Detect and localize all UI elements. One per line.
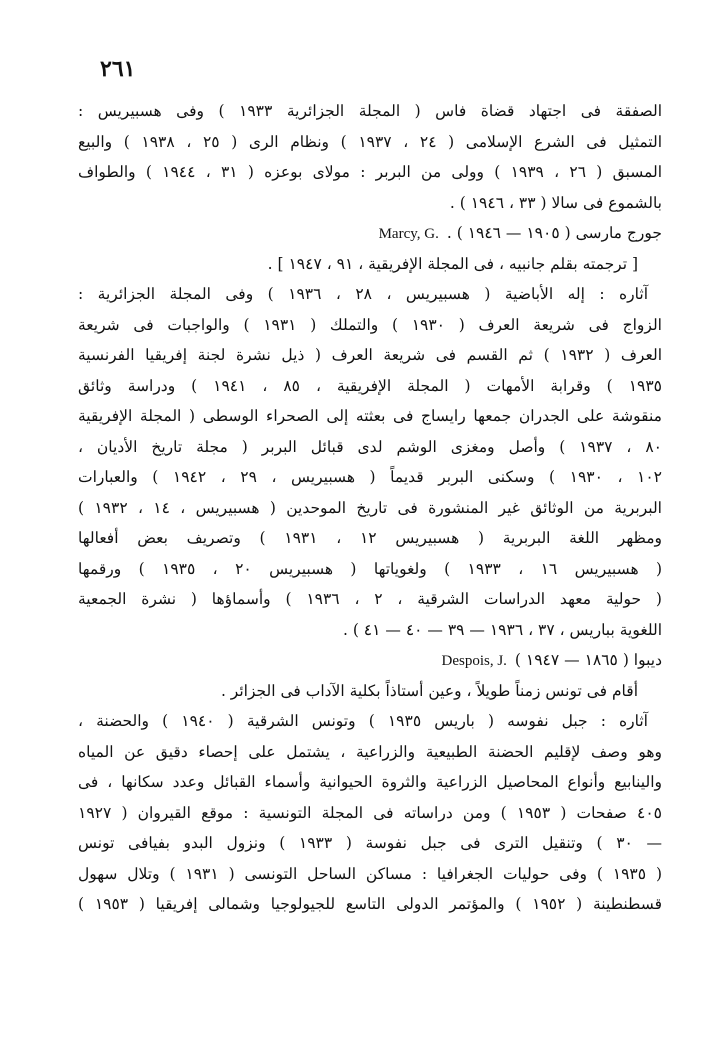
text-line: الصفقة فى اجتهاد قضاة فاس ( المجلة الجزائرية ١٩٣٣ ) وفى هسبيريس : [78,102,662,120]
entry-name-arabic: جورج مارسى ( ١٩٠٥ — ١٩٤٦ ) . [446,224,662,242]
text-line: وهو وصف لإقليم الحضنة الطبيعية والزراعية ، يشتمل على إحصاء دقيق عن المياه [78,742,662,761]
entry-bio: أقام فى تونس زمناً طويلاً ، وعين أستاذاً بكلية الآداب فى الجزائر . [220,681,638,700]
text-line: بالشموع فى سالا ( ٣٣ ، ١٩٤٦ ) . [449,193,662,212]
entry-heading-despois [78,645,662,676]
text-line: اللغوية بباريس ، ٣٧ ، ١٩٣٦ — ٣٩ — ٤٠ — ٤١ ) . [342,620,662,639]
text-line: قسطنطينة ( ١٩٥٢ ) والمؤتمر الدولى التاسع للجيولوجيا وشمالى إفريقيا ( ١٩٥٣ ) [78,895,662,913]
text-line: ٨٠ ، ١٩٣٧ ) وأصل ومغزى الوشم لدى قبائل البربر ( مجلة تاريخ الأديان ، [78,437,662,456]
text-line: والينابيع وأنواع المحاصيل الزراعية والثروة الحيوانية وأسماء القبائل وعدد سكانها ، فى [78,773,662,791]
page-body [78,96,662,920]
text-line: المسبق ( ٢٦ ، ١٩٣٩ ) وولى من البربر : مولاى بوعزه ( ٣١ ، ١٩٤٤ ) والطواف [78,163,662,181]
entry-name-latin: Despois, J. [441,653,507,669]
entry-bio: [ ترجمته بقلم جانبيه ، فى المجلة الإفريقية ، ٩١ ، ١٩٤٧ ] . [267,254,638,273]
entry-name-arabic: ديبوا ( ١٨٦٥ — ١٩٤٧ ) [514,651,662,669]
text-line: ومظهر اللغة البربرية ( هسبيريس ١٢ ، ١٩٣١ ) وتصريف بعض أفعالها [78,529,662,547]
text-line: — ٣٠ ) وتنقيل الترى فى جبل نفوسة ( ١٩٣٣ ) ونزول البدو بفيافى تونس [78,834,662,852]
text-line: ( حولية معهد الدراسات الشرقية ، ٢ ، ١٩٣٦ ) وأسماؤها ( نشرة الجمعية [78,590,662,608]
text-line: ( هسبيريس ١٦ ، ١٩٣٣ ) ولغوياتها ( هسبيريس ٢٠ ، ١٩٣٥ ) ورقمها [78,559,662,578]
text-line: ١٩٣٥ ) وقرابة الأمهات ( المجلة الإفريقية ، ٨٥ ، ١٩٤١ ) ودراسة وثائق [78,376,662,395]
text-line: آثاره : إله الأباضية ( هسبيريس ، ٢٨ ، ١٩٣٦ ) وفى المجلة الجزائرية : [78,285,649,303]
text-line: البربرية من الوثائق غير المنشورة فى تاريخ الموحدين ( هسبيريس ، ١٤ ، ١٩٣٢ ) [78,498,662,517]
text-line: منقوشة على الجدران جمعها رايساج فى بعثته إلى الصحراء الوسطى ( المجلة الإفريقية [78,407,662,425]
text-line: الزواج فى شريعة العرف ( ١٩٣٠ ) والتملك ( ١٩٣١ ) والواجبات فى شريعة [78,315,662,334]
entry-name-latin: Marcy, G. [378,226,439,242]
text-line: ( ١٩٣٥ ) وفى حوليات الجغرافيا : مساكن الساحل التونسى ( ١٩٣١ ) وتلال سهول [78,864,662,883]
text-line: آثاره : جبل نفوسه ( باريس ١٩٣٥ ) وتونس الشرقية ( ١٩٤٠ ) والحضنة ، [78,712,648,730]
entry-heading-marcy [78,218,662,249]
text-line: العرف ( ١٩٣٢ ) ثم القسم فى شريعة العرف ( ذيل نشرة لجنة إفريقيا الفرنسية [78,346,662,364]
page-number: ٢٦١ [100,56,136,82]
text-line: ١٠٢ ، ١٩٣٠ ) وسكنى البربر قديماً ( هسبيريس ، ٢٩ ، ١٩٤٢ ) والعبارات [78,468,662,486]
text-line: التمثيل فى الشرع الإسلامى ( ٢٤ ، ١٩٣٧ ) ونظام الرى ( ٢٥ ، ١٩٣٨ ) والبيع [78,132,662,151]
text-line: ٤٠٥ صفحات ( ١٩٥٣ ) ومن دراساته فى المجلة التونسية : موقع القيروان ( ١٩٢٧ [78,803,662,822]
